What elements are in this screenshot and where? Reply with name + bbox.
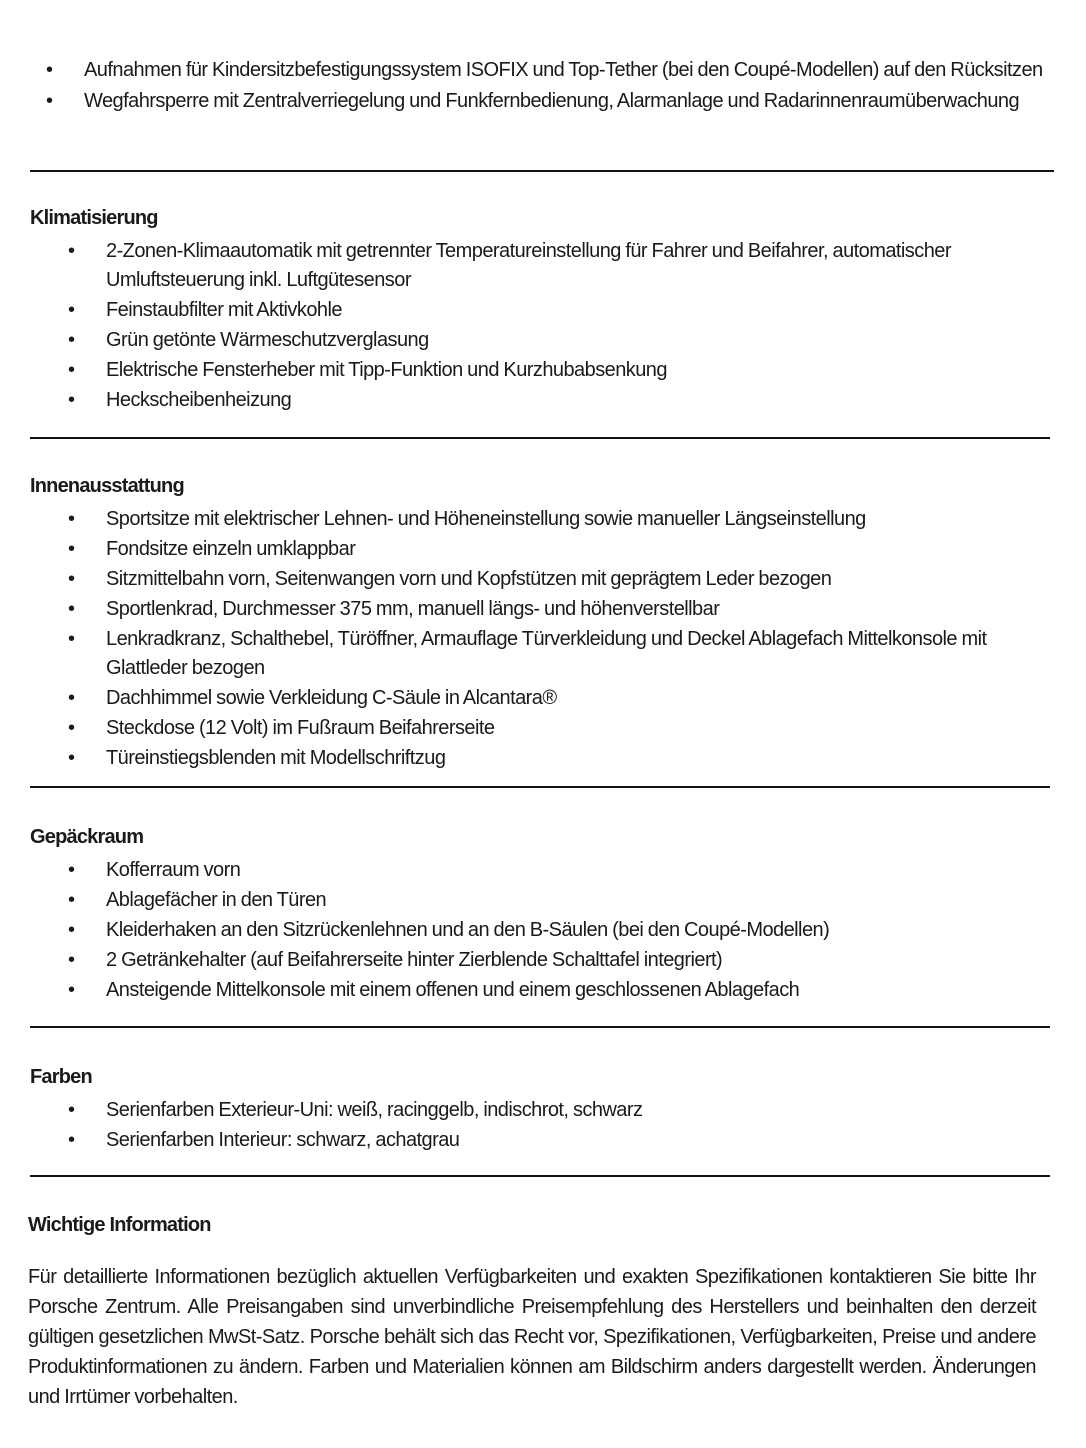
bullet-icon: • <box>68 389 75 411</box>
section-innenausstattung <box>30 473 1060 774</box>
list-item <box>30 976 1060 1005</box>
disclaimer-paragraph: Für detaillierte Informationen bezüglich aktuellen Verfügbarkeiten und exakten Spezifikationen kontaktieren Sie bitte Ihr Porsche Zentrum. Alle Preisangaben sind unverbindliche Preisempfehlung des Herstellers und beinhalten den derzeit gültigen gesetzlichen MwSt-Satz. Porsche behält sich das Recht vor, Spezifikationen, Verfügbarkeiten, Preise und andere Produktinformationen zu ändern. Farben und Materialien können am Bildschirm anders dargestellt werden. Änderungen und Irrtümer vorbehalten. <box>28 1266 1036 1408</box>
bullet-icon: • <box>68 329 75 351</box>
list-item <box>30 684 1060 713</box>
bullet-icon: • <box>68 1129 75 1151</box>
section-heading: Gepäckraum <box>30 826 144 848</box>
list-item-text: Kofferraum vorn <box>106 859 241 881</box>
bullet-icon: • <box>68 717 75 739</box>
list-item <box>30 505 1060 534</box>
list-item <box>30 535 1060 564</box>
list-item <box>30 565 1060 594</box>
list-item-text: Ablagefächer in den Türen <box>106 889 327 911</box>
list-item-text: Fondsitze einzeln umklappbar <box>106 538 356 560</box>
bullet-icon: • <box>68 240 75 262</box>
list-item-text: Elektrische Fensterheber mit Tipp-Funktion und Kurzhubabsenkung <box>106 359 667 381</box>
list-item <box>30 946 1060 975</box>
bullet-icon: • <box>68 628 75 650</box>
section-divider <box>30 786 1050 788</box>
bullet-icon: • <box>68 1099 75 1121</box>
section-divider <box>30 1175 1050 1177</box>
bullet-icon: • <box>68 919 75 941</box>
section-bullet-list <box>30 505 1060 773</box>
list-item-text: Grün getönte Wärmeschutzverglasung <box>106 329 429 351</box>
list-item <box>30 356 1060 385</box>
section-divider <box>30 437 1050 439</box>
list-item-text: Feinstaubfilter mit Aktivkohle <box>106 299 342 321</box>
section-heading: Farben <box>30 1066 92 1088</box>
bullet-icon: • <box>68 747 75 769</box>
bullet-icon: • <box>68 949 75 971</box>
list-item-text: Steckdose (12 Volt) im Fußraum Beifahrerseite <box>106 717 495 739</box>
section-bullet-list <box>30 1096 1060 1155</box>
list-item-text: 2 Getränkehalter (auf Beifahrerseite hinter Zierblende Schalttafel integriert) <box>106 949 723 971</box>
list-item <box>30 595 1060 624</box>
list-item <box>30 56 1060 85</box>
bullet-icon: • <box>68 359 75 381</box>
list-item <box>30 856 1060 885</box>
bullet-icon: • <box>68 299 75 321</box>
section-heading: Innenausstattung <box>30 475 184 497</box>
bullet-icon: • <box>68 598 75 620</box>
bullet-icon: • <box>68 979 75 1001</box>
list-item <box>30 1096 1060 1125</box>
bullet-icon: • <box>46 90 53 112</box>
bullet-icon: • <box>68 568 75 590</box>
list-item <box>30 237 1060 295</box>
list-item-text: Sitzmittelbahn vorn, Seitenwangen vorn und Kopfstützen mit geprägtem Leder bezogen <box>106 568 832 590</box>
section-farben <box>30 1064 1060 1156</box>
list-item-text: Sportlenkrad, Durchmesser 375 mm, manuell längs- und höhenverstellbar <box>106 598 720 620</box>
list-item-text: Serienfarben Interieur: schwarz, achatgrau <box>106 1129 460 1151</box>
bullet-icon: • <box>68 859 75 881</box>
list-item <box>30 625 1060 683</box>
section-heading: Klimatisierung <box>30 207 158 229</box>
bullet-icon: • <box>68 687 75 709</box>
list-item <box>30 916 1060 945</box>
intro-bullet-list <box>30 56 1060 118</box>
list-item <box>30 1126 1060 1155</box>
section-divider <box>30 170 1054 172</box>
section-bullet-list <box>30 237 1060 415</box>
bullet-icon: • <box>68 889 75 911</box>
list-item <box>30 886 1060 915</box>
list-item-text: Serienfarben Exterieur-Uni: weiß, racinggelb, indischrot, schwarz <box>106 1099 643 1121</box>
section-divider <box>30 1026 1050 1028</box>
list-item-text: 2-Zonen-Klimaautomatik mit getrennter Temperatureinstellung für Fahrer und Beifahrer, automatischer Umluftsteuerung inkl. Luftgütesensor <box>106 240 951 291</box>
list-item-text: Kleiderhaken an den Sitzrückenlehnen und an den B-Säulen (bei den Coupé-Modellen) <box>106 919 830 941</box>
bullet-icon: • <box>46 59 53 81</box>
section-gepaeckraum <box>30 824 1060 1006</box>
list-item <box>30 714 1060 743</box>
list-item <box>30 744 1060 773</box>
list-item <box>30 87 1060 116</box>
list-item <box>30 326 1060 355</box>
list-item <box>30 296 1060 325</box>
section-bullet-list <box>30 856 1060 1005</box>
list-item-text: Wegfahrsperre mit Zentralverriegelung und Funkfernbedienung, Alarmanlage und Radarinnenraumüberwachung <box>84 90 1020 112</box>
section-klimatisierung <box>30 205 1060 416</box>
list-item-text: Ansteigende Mittelkonsole mit einem offenen und einem geschlossenen Ablagefach <box>106 979 800 1001</box>
list-item-text: Heckscheibenheizung <box>106 389 292 411</box>
list-item <box>30 386 1060 415</box>
important-information <box>28 1212 1036 1412</box>
bullet-icon: • <box>68 508 75 530</box>
list-item-text: Lenkradkranz, Schalthebel, Türöffner, Armauflage Türverkleidung und Deckel Ablagefach Mittelkonsole mit Glattleder bezogen <box>106 628 987 679</box>
list-item-text: Aufnahmen für Kindersitzbefestigungssystem ISOFIX und Top-Tether (bei den Coupé-Modellen) auf den Rücksitzen <box>84 59 1043 81</box>
list-item-text: Sportsitze mit elektrischer Lehnen- und Höheneinstellung sowie manueller Längseinstellung <box>106 508 866 530</box>
list-item-text: Türeinstiegsblenden mit Modellschriftzug <box>106 747 446 769</box>
bullet-icon: • <box>68 538 75 560</box>
section-heading: Wichtige Information <box>28 1214 211 1236</box>
list-item-text: Dachhimmel sowie Verkleidung C-Säule in Alcantara® <box>106 687 557 709</box>
